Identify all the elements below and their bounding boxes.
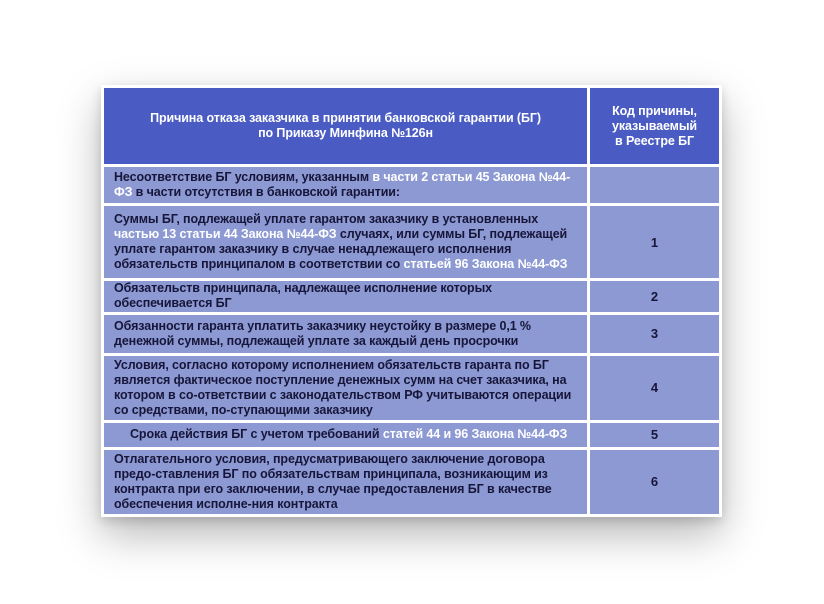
- reason-text: Обязанности гаранта уплатить заказчику неустойку в размере 0,1 % денежной суммы, подлежащей уплате за каждый день просрочки: [114, 318, 531, 348]
- reason-column-header: [104, 88, 587, 164]
- reason-text: случаях, или суммы БГ, подлежащей уплате гарантом заказчику в случае ненадлежащего исполнения обязательств принципалом в соответствии со: [114, 227, 568, 272]
- reason-cell: [104, 423, 587, 447]
- guarantee-refusal-card: [101, 85, 722, 517]
- reason-cell: [104, 315, 587, 353]
- reason-text: Суммы БГ, подлежащей уплате гарантом заказчику в установленных: [114, 212, 539, 227]
- table-row: [104, 206, 719, 278]
- code-header-line1: Код причины,: [612, 103, 697, 118]
- reason-cell: [104, 450, 587, 514]
- code-cell: 1: [590, 206, 719, 278]
- reason-header-line1: Причина отказа заказчика в принятии банковской гарантии (БГ): [150, 111, 541, 126]
- table-row: [104, 356, 719, 420]
- law-reference-link[interactable]: частью 13 статьи 44 Закона №44-ФЗ: [114, 227, 337, 242]
- reason-header-line2: по Приказу Минфина №126н: [258, 126, 433, 141]
- code-header-line2: указываемый: [612, 118, 697, 133]
- code-cell: 3: [590, 315, 719, 353]
- reason-text: Срока действия БГ с учетом требований: [130, 427, 383, 442]
- reason-text: Условия, согласно которому исполнением обязательств гаранта по БГ является фактическое поступление денежных сумм на счет заказчика, на котором в со-ответствии с законодательством РФ учитываются операции со средствами, по-ступающими заказчику: [114, 357, 572, 417]
- code-cell: 4: [590, 356, 719, 420]
- reason-cell: [104, 206, 587, 278]
- code-cell: 6: [590, 450, 719, 514]
- code-cell: [590, 167, 719, 203]
- code-column-header: [590, 88, 719, 164]
- reason-text: Отлагательного условия, предусматривающего заключение договора предо-ставления БГ по обязательствам принципала, возникающим из контракта при его заключении, в случае предоставления БГ в качестве обеспечения исполне-ния контракта: [114, 451, 552, 511]
- table-row: [104, 167, 719, 203]
- law-reference-link[interactable]: в части 2 статьи 45 Закона №44-ФЗ: [114, 170, 571, 200]
- table-row: [104, 450, 719, 514]
- reason-cell: [104, 356, 587, 420]
- law-reference-link[interactable]: статьей 96 Закона №44-ФЗ: [403, 257, 568, 272]
- code-cell: 2: [590, 281, 719, 311]
- code-header-line3: в Реестре БГ: [615, 133, 694, 148]
- reason-cell: [104, 281, 587, 311]
- table-row: [104, 423, 719, 447]
- reason-cell: [104, 167, 587, 203]
- reason-text: Обязательств принципала, надлежащее исполнение которых обеспечивается БГ: [114, 281, 493, 311]
- law-reference-link[interactable]: статей 44 и 96 Закона №44-ФЗ: [382, 427, 568, 442]
- table-header-row: [104, 88, 719, 164]
- refusal-reasons-table: [101, 85, 722, 517]
- reason-text: в части отсутствия в банковской гарантии:: [132, 185, 400, 200]
- table-row: [104, 281, 719, 311]
- code-cell: 5: [590, 423, 719, 447]
- reason-text: Несоответствие БГ условиям, указанным: [114, 170, 373, 185]
- table-row: [104, 315, 719, 353]
